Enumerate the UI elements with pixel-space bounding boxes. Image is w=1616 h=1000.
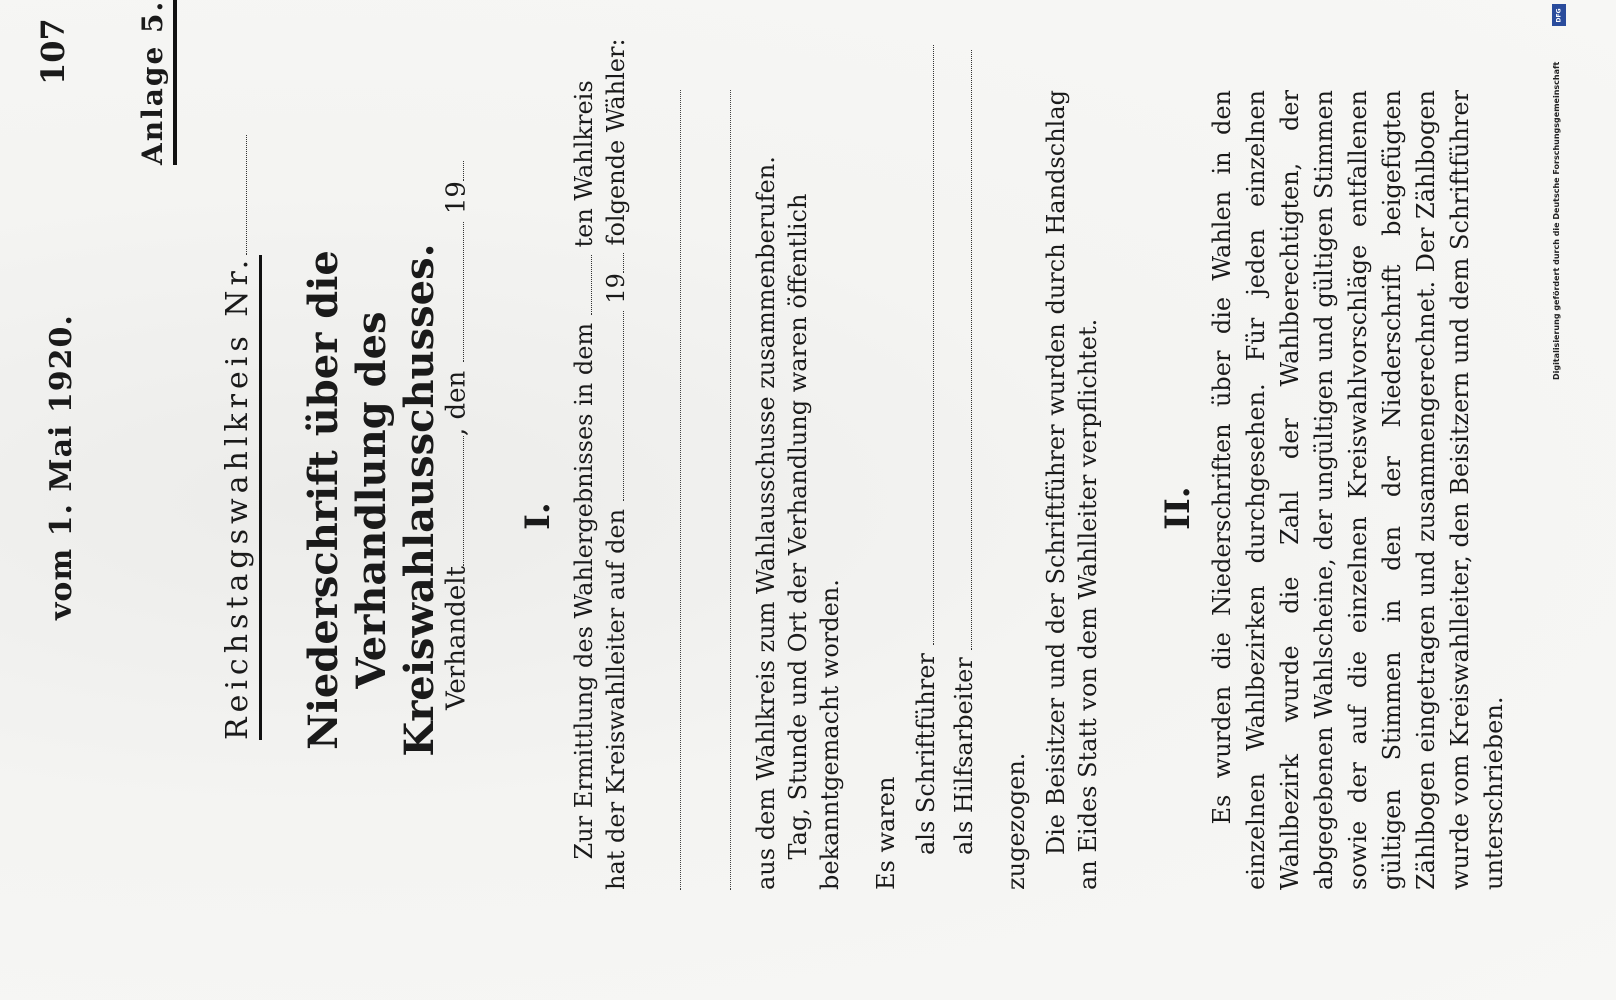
schriftfuehrer-line — [910, 45, 942, 855]
annex-label: Anlage 5. — [136, 0, 177, 165]
para1-line1-text-b: ten Wahlkreis — [570, 80, 598, 248]
verhandelt-label: Verhandelt — [441, 566, 472, 710]
place-blank — [440, 436, 464, 566]
para5-text: Die Beisitzer und der Schriftführer wurden durch Handschlag an Eides Statt von dem Wahlleiter verpflichtet. — [1042, 90, 1102, 890]
paragraph-1-line-2 — [600, 38, 632, 890]
section2-para-text: Es wurden die Niederschriften über die Wahlen in den einzelnen Wahlbezirken durchgesehen. Für jeden einzelnen Wahlbezirk wurde die Zahl der Wahlberechtigten, der abgegebenen Wahlscheine, der ungültigen und gültigen Stimmen sowie der auf die einzelnen Kreiswahlvorschläge entfallenen gültigen Stimmen in den der Niederschrift beigefügten Zählbogen eingetragen und zusammengerechnet. Der Zählbogen wurde vom Kreiswahlleiter, den Beisitzern und dem Schriftführer unterschrieben. — [1208, 89, 1508, 890]
paragraph-1-line-1 — [568, 80, 600, 890]
credit-text: Digitalisierung gefördert durch die Deutsche Forschungsgemeinschaft — [1552, 61, 1561, 380]
voters-blank-line-1 — [680, 90, 681, 890]
date-den-label: , den — [441, 370, 472, 436]
hilfsarbeiter-line — [948, 50, 980, 855]
section-1-paragraph-3 — [782, 90, 846, 890]
para3-text: Tag, Stunde und Ort der Verhandlung waren öffentlich bekanntgemacht worden. — [784, 193, 844, 890]
voters-blank-line-2 — [730, 90, 731, 890]
para1-line2-text-c: folgende Wähler: — [602, 38, 630, 246]
meeting-year-blank — [601, 253, 624, 273]
constituency-number-blank — [222, 135, 247, 255]
section-2-heading: II. — [1158, 486, 1198, 530]
verhandelt-line — [440, 161, 471, 710]
date-of-meeting-blank — [601, 311, 624, 501]
para1-line1-text-a: Zur Ermittlung des Wahlergebnisses in dem — [570, 322, 598, 860]
date-blank — [440, 222, 464, 362]
digitization-credit — [1548, 0, 1570, 1000]
page-number: 107 — [34, 18, 72, 85]
district-number-blank — [569, 255, 592, 315]
section-1-paragraph-2: aus dem Wahlkreis zum Wahlausschusse zusammenberufen. — [752, 156, 780, 890]
section-1-paragraph-1 — [568, 38, 632, 890]
year-blank — [440, 161, 464, 181]
section-2-paragraph-1 — [1205, 90, 1511, 890]
hilfsarbeiter-blank — [949, 50, 972, 650]
year-prefix: 19 — [441, 181, 472, 215]
dfg-logo-text: DFG — [1555, 7, 1563, 23]
para1-line2-text-a: hat der Kreiswahlleiter auf den — [602, 508, 630, 890]
constituency-line — [220, 135, 255, 740]
section-1-heading: I. — [518, 502, 558, 530]
para1-line2-year: 19 — [602, 273, 630, 304]
hilfsarbeiter-label: als Hilfsarbeiter — [950, 657, 978, 855]
constituency-label: Reichstagswahlkreis Nr. — [220, 255, 262, 740]
es-waren: Es waren — [872, 776, 900, 890]
section-1-paragraph-5 — [1040, 90, 1104, 890]
schriftfuehrer-blank — [911, 45, 934, 645]
schriftfuehrer-label: als Schriftführer — [912, 653, 940, 855]
document-title: Niederschrift über die Verhandlung des Kreiswahlausschusses. — [300, 243, 443, 757]
header-date: vom 1. Mai 1920. — [44, 314, 79, 620]
zugezogen: zugezogen. — [1002, 752, 1030, 890]
